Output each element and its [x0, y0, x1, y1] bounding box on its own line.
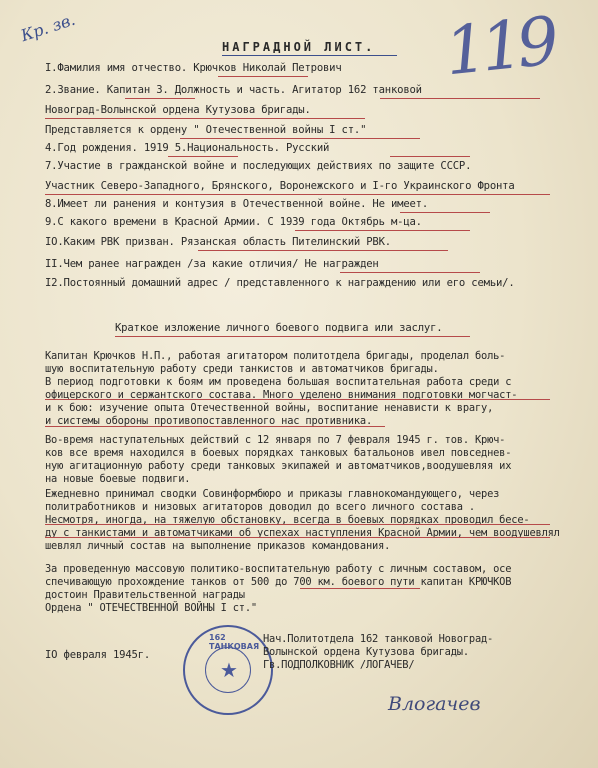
underline-wounds	[400, 212, 490, 213]
underline-prev-awards	[340, 272, 480, 273]
line-rvk: IO.Каким РВК призван. Рязанская область Пителинский РВК.	[45, 236, 391, 248]
text-line: офицерского и сержантского состава. Много уделено внимания подготовки могчаст-	[45, 389, 518, 401]
text-line: Ежедневно принимал сводки Совинформбюро и приказы главнокомандующего, через	[45, 488, 500, 500]
official-stamp	[183, 625, 273, 715]
stamp-label: 162 ТАНКОВАЯ	[209, 633, 260, 651]
handwritten-signature: Влогачев	[388, 693, 481, 715]
text-line: Несмотря, иногда, на тяжелую обстановку, всегда в боевых порядках проводил бесе-	[45, 514, 530, 526]
text-line: ду с танкистами и автоматчиками об успехах наступления Красной Армии, чем воодушевлял	[45, 527, 560, 539]
signer-title: Нач.Политотдела 162 танковой Новоград-	[263, 633, 494, 645]
line-participation: 7.Участие в гражданской войне и последующих действиях по защите СССР.	[45, 160, 472, 172]
corner-note: Кр. зв.	[18, 9, 78, 46]
underline-para1	[45, 399, 550, 400]
text-line: Ордена " ОТЕЧЕСТВЕННОЙ ВОЙНЫ I ст."	[45, 602, 257, 614]
line-rank: 2.Звание. Капитан 3. Должность и часть. Агитатор 162 танковой	[45, 84, 422, 96]
text-line: ков все время находился в боевых порядках танковых батальонов ивел повседнев-	[45, 447, 512, 459]
underline-rvk	[198, 250, 448, 251]
signer-rank: Гв.ПОДПОЛКОВНИК /ЛОГАЧЕВ/	[263, 659, 415, 671]
line-wounds: 8.Имеет ли ранения и контузия в Отечественной войне. Не имеет.	[45, 198, 429, 210]
page-title: НАГРАДНОЙ ЛИСТ.	[222, 40, 376, 54]
text-line: и к бою: изучение опыта Отечественной войны, воспитание ненависти к врагу,	[45, 402, 494, 414]
text-line: В период подготовки к боям им проведена большая воспитательная работа среди с	[45, 376, 512, 388]
underline-nationality	[390, 156, 470, 157]
text-line: достоин Правительственной награды	[45, 589, 245, 601]
big-number: 119	[441, 2, 557, 91]
line-fronts: Участник Северо-Западного, Брянского, Воронежского и I-го Украинского Фронта	[45, 180, 515, 192]
line-name: I.Фамилия имя отчество. Крючков Николай Петрович	[45, 62, 342, 74]
underline-para3b	[45, 537, 550, 538]
star-icon: ★	[220, 658, 238, 682]
underline-para4	[300, 588, 420, 589]
document-date: IO февраля 1945г.	[45, 649, 151, 661]
line-prev-awards: II.Чем ранее награжден /за какие отличия/ Не награжден	[45, 258, 379, 270]
line-birth: 4.Год рождения. 1919 5.Национальность. Русский	[45, 142, 330, 154]
line-award: Представляется к ордену " Отечественной войны I ст."	[45, 124, 367, 136]
text-line: шевлял личный состав на выполнение приказов командования.	[45, 540, 391, 552]
text-line: ную агитационную работу среди танковых экипажей и автоматчиков,воодушевляя их	[45, 460, 512, 472]
text-line: Капитан Крючков Н.П., работая агитатором политотдела бригады, проделал боль-	[45, 350, 506, 362]
text-line: и системы обороны противопоставленного нас противника.	[45, 415, 373, 427]
signer-unit: Волынской ордена Кутузова бригады.	[263, 646, 469, 658]
underline-unit	[45, 118, 365, 119]
underline-rank	[125, 98, 195, 99]
text-line: Во-время наступательных действий с 12 января по 7 февраля 1945 г. тов. Крюч-	[45, 434, 506, 446]
text-line: на новые боевые подвиги.	[45, 473, 191, 485]
text-line: За проведенную массовую политико-воспитательную работу с личным составом, осе	[45, 563, 512, 575]
text-line: политработников и низовых агитаторов доводил до всего личного состава .	[45, 501, 475, 513]
underline-birth	[168, 156, 238, 157]
line-unit: Новоград-Волынской ордена Кутузова бригады.	[45, 104, 311, 116]
underline-award	[180, 138, 420, 139]
underline-para1b	[45, 426, 385, 427]
line-address: I2.Постоянный домашний адрес / представленного к награждению или его семьи/.	[45, 277, 515, 289]
section-title-underline	[115, 336, 470, 337]
text-line: спечивающую прохождение танков от 500 до 700 км. боевого пути капитан КРЮЧКОВ	[45, 576, 512, 588]
text-line: шую воспитательную работу среди танкистов и автоматчиков бригады.	[45, 363, 439, 375]
underline-post	[380, 98, 540, 99]
underline-fronts	[45, 194, 550, 195]
underline-para3	[45, 524, 550, 525]
underline-name	[218, 76, 308, 77]
line-army-since: 9.С какого времени в Красной Армии. С 1939 года Октябрь м-ца.	[45, 216, 422, 228]
stamp-inner-ring	[205, 647, 251, 693]
section-title: Краткое изложение личного боевого подвига или заслуг.	[115, 322, 443, 334]
title-underline	[222, 55, 397, 56]
underline-army-since	[295, 230, 470, 231]
